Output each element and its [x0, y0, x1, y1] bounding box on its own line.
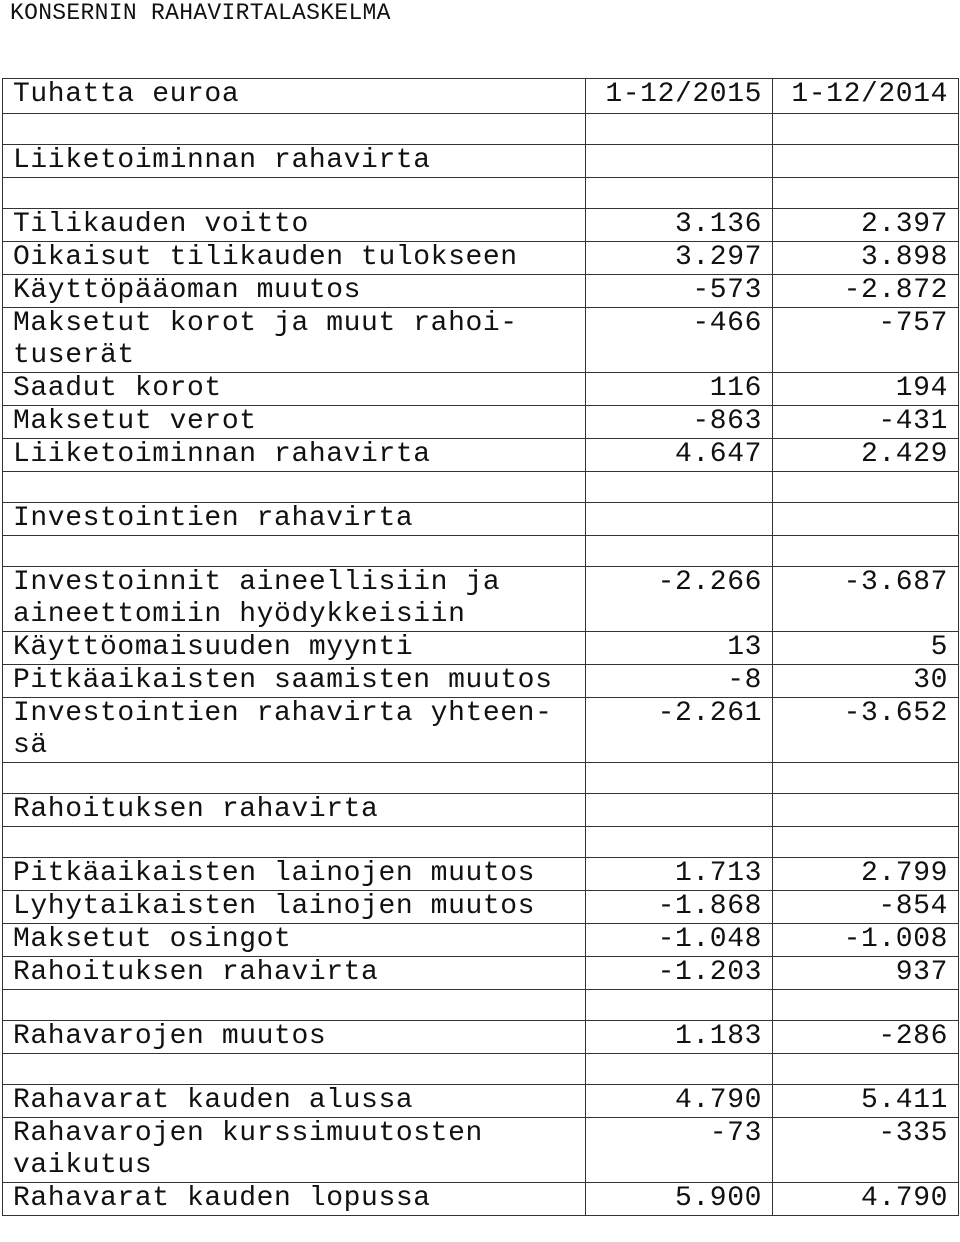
value-2014: 2.397 [773, 209, 959, 242]
table-row [3, 406, 959, 439]
value-2015: -466 [586, 308, 773, 373]
value-2015: -573 [586, 275, 773, 308]
spacer-row [3, 990, 959, 1021]
row-label: Oikaisut tilikauden tulokseen [3, 242, 586, 275]
section-heading-financing: Rahoituksen rahavirta [3, 794, 586, 827]
value-2015: -73 [586, 1118, 773, 1183]
spacer-row [3, 763, 959, 794]
subtotal-row [3, 439, 959, 472]
row-label: Rahavarojen muutos [3, 1021, 586, 1054]
table-row [3, 632, 959, 665]
row-label: Käyttöpääoman muutos [3, 275, 586, 308]
value-2014: 3.898 [773, 242, 959, 275]
value-2014: 5.411 [773, 1085, 959, 1118]
value-2014: -757 [773, 308, 959, 373]
section-heading-row [3, 503, 959, 536]
cash-flow-table [2, 78, 959, 1216]
table-row [3, 209, 959, 242]
page-title: KONSERNIN RAHAVIRTALASKELMA [10, 0, 391, 26]
table-row [3, 1085, 959, 1118]
section-heading-row [3, 145, 959, 178]
subtotal-row [3, 957, 959, 990]
value-2015: 1.713 [586, 858, 773, 891]
table-row [3, 275, 959, 308]
value-2014: 2.429 [773, 439, 959, 472]
row-label: Käyttöomaisuuden myynti [3, 632, 586, 665]
row-label: Pitkäaikaisten lainojen muutos [3, 858, 586, 891]
unit-label: Tuhatta euroa [3, 79, 586, 114]
value-2015: -8 [586, 665, 773, 698]
table-row [3, 891, 959, 924]
value-2015: 5.900 [586, 1183, 773, 1216]
spacer-row [3, 1054, 959, 1085]
row-label: Pitkäaikaisten saamisten muutos [3, 665, 586, 698]
row-label: Liiketoiminnan rahavirta [3, 439, 586, 472]
row-label: Maksetut verot [3, 406, 586, 439]
row-label: Maksetut osingot [3, 924, 586, 957]
table-row [3, 567, 959, 632]
value-2015: -1.203 [586, 957, 773, 990]
table-row [3, 858, 959, 891]
table-row [3, 242, 959, 275]
value-2014: 2.799 [773, 858, 959, 891]
value-2015: -1.868 [586, 891, 773, 924]
table-row [3, 1118, 959, 1183]
value-2015: 3.297 [586, 242, 773, 275]
value-2014: -1.008 [773, 924, 959, 957]
value-2014: -2.872 [773, 275, 959, 308]
value-2015: -2.261 [586, 698, 773, 763]
row-label: Maksetut korot ja muut rahoi-tuserät [3, 308, 586, 373]
section-heading-operating: Liiketoiminnan rahavirta [3, 145, 586, 178]
total-row [3, 1183, 959, 1216]
column-header-2014: 1-12/2014 [773, 79, 959, 114]
spacer-row [3, 114, 959, 145]
value-2014: 4.790 [773, 1183, 959, 1216]
value-2015: -1.048 [586, 924, 773, 957]
spacer-row [3, 827, 959, 858]
value-2014: -431 [773, 406, 959, 439]
value-2015: 116 [586, 373, 773, 406]
value-2015: 13 [586, 632, 773, 665]
value-2014: 937 [773, 957, 959, 990]
value-2014: -3.652 [773, 698, 959, 763]
spacer-row [3, 536, 959, 567]
spacer-row [3, 472, 959, 503]
value-2014: 5 [773, 632, 959, 665]
value-2015: 3.136 [586, 209, 773, 242]
column-header-2015: 1-12/2015 [586, 79, 773, 114]
row-label: Rahavarat kauden alussa [3, 1085, 586, 1118]
value-2015: 4.647 [586, 439, 773, 472]
row-label: Saadut korot [3, 373, 586, 406]
row-label: Rahoituksen rahavirta [3, 957, 586, 990]
subtotal-row [3, 698, 959, 763]
value-2014: 30 [773, 665, 959, 698]
value-2014: 194 [773, 373, 959, 406]
row-label: Lyhytaikaisten lainojen muutos [3, 891, 586, 924]
value-2015: 1.183 [586, 1021, 773, 1054]
header-row [3, 79, 959, 114]
value-2015: 4.790 [586, 1085, 773, 1118]
table-row [3, 308, 959, 373]
value-2014: -3.687 [773, 567, 959, 632]
value-2014: -286 [773, 1021, 959, 1054]
value-2015: -2.266 [586, 567, 773, 632]
table-row [3, 373, 959, 406]
section-heading-investing: Investointien rahavirta [3, 503, 586, 536]
row-label: Investoinnit aineellisiin ja aineettomiin hyödykkeisiin [3, 567, 586, 632]
row-label: Investointien rahavirta yhteen-sä [3, 698, 586, 763]
value-2015: -863 [586, 406, 773, 439]
section-heading-row [3, 794, 959, 827]
table-row [3, 665, 959, 698]
row-label: Rahavarat kauden lopussa [3, 1183, 586, 1216]
value-2014: -335 [773, 1118, 959, 1183]
total-row [3, 1021, 959, 1054]
row-label: Tilikauden voitto [3, 209, 586, 242]
table-row [3, 924, 959, 957]
row-label: Rahavarojen kurssimuutosten vaikutus [3, 1118, 586, 1183]
value-2014: -854 [773, 891, 959, 924]
spacer-row [3, 178, 959, 209]
